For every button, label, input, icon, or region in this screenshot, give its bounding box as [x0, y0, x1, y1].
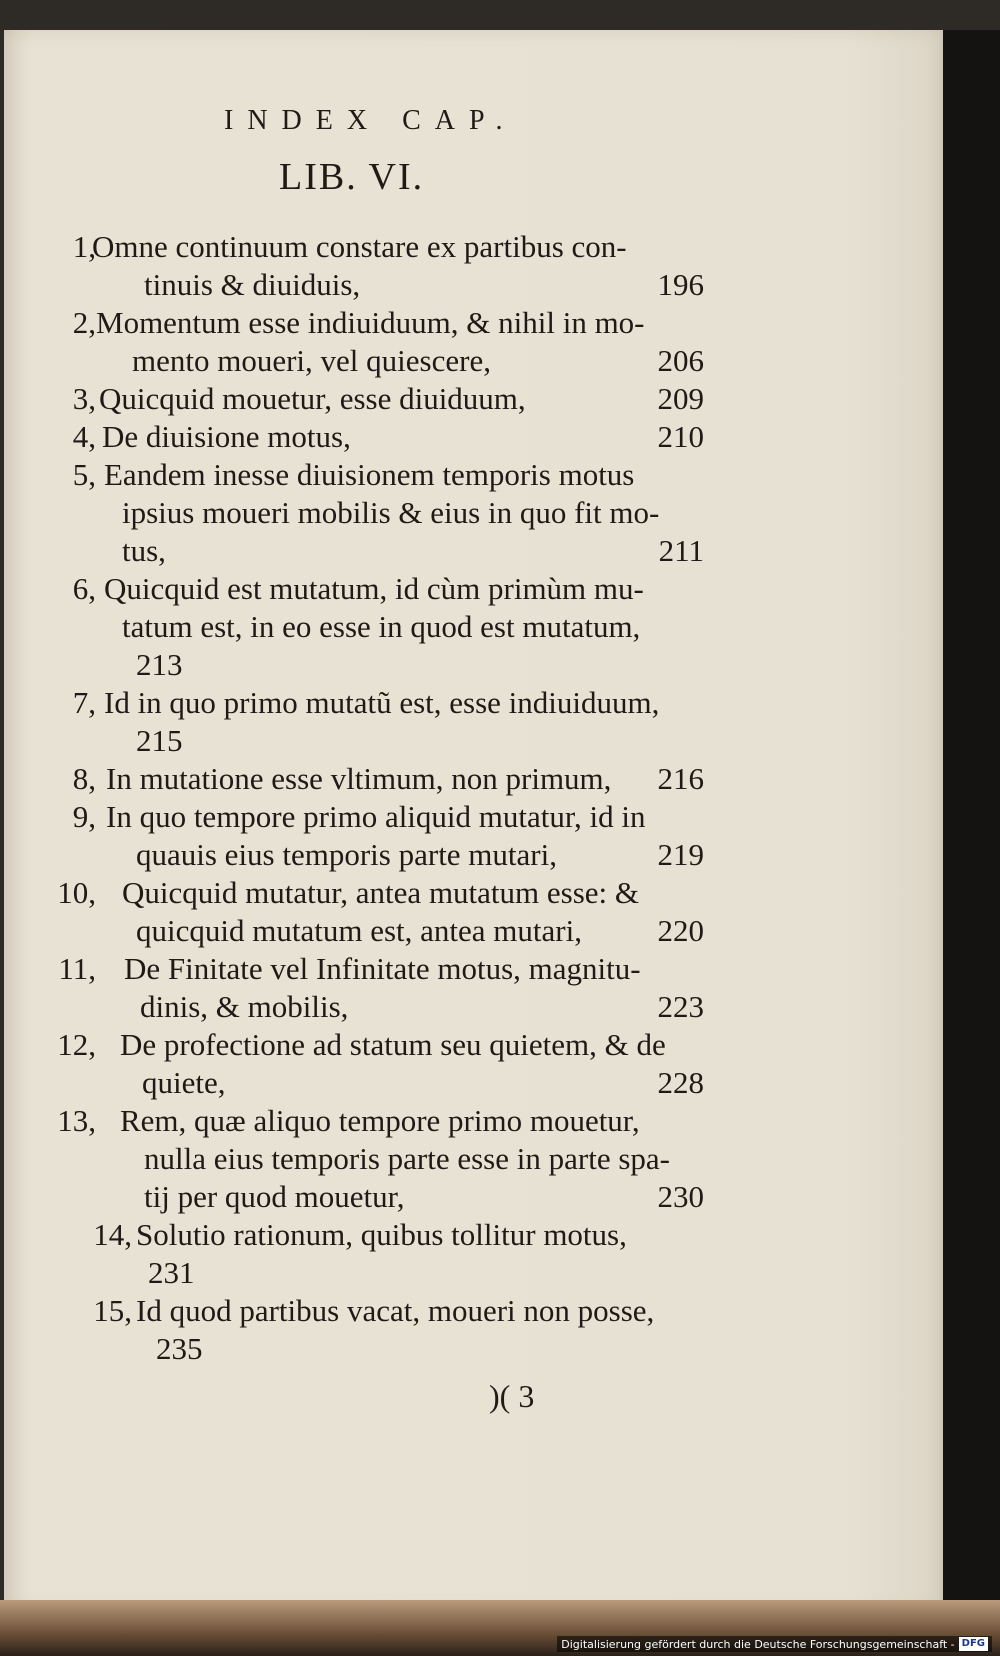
- entry-page: 223: [657, 989, 704, 1024]
- index-line: [44, 1178, 704, 1216]
- entry-number: 2,: [72, 305, 96, 340]
- entry-number: 9,: [72, 799, 96, 834]
- entry-text: quicquid mutatum est, antea mutari,: [136, 913, 582, 948]
- index-line: [44, 836, 704, 874]
- credit-text: Digitalisierung gefördert durch die Deutsche Forschungsgemeinschaft -: [561, 1637, 955, 1651]
- index-line: [44, 266, 704, 304]
- index-line: [44, 304, 704, 342]
- entry-page: 235: [156, 1331, 203, 1366]
- index-line: [44, 608, 704, 646]
- entry-number: 15,: [93, 1293, 132, 1328]
- index-line: [44, 646, 704, 684]
- entry-text: De diuisione motus,: [102, 419, 351, 454]
- entry-text: Eandem inesse diuisionem temporis motus: [104, 457, 635, 492]
- book-heading: LIB. VI.: [279, 156, 425, 198]
- entry-text: nulla eius temporis parte esse in parte spa-: [144, 1141, 670, 1176]
- index-line: [44, 1254, 704, 1292]
- book-page: [4, 30, 943, 1610]
- index-line: [44, 1330, 704, 1368]
- index-line: [44, 912, 704, 950]
- entry-page: 230: [657, 1179, 704, 1214]
- entry-page: 209: [657, 381, 704, 416]
- entry-page: 220: [657, 913, 704, 948]
- entry-text: tinuis & diuiduis,: [144, 267, 361, 302]
- entry-page: 211: [658, 533, 704, 568]
- entry-page: 216: [657, 761, 704, 796]
- digitization-credit: [557, 1636, 992, 1652]
- index-line: [44, 1026, 704, 1064]
- entry-page: 210: [657, 419, 704, 454]
- entry-text: Quicquid est mutatum, id cùm primùm mu-: [104, 571, 644, 606]
- index-line: [44, 950, 704, 988]
- index-line: [44, 874, 704, 912]
- index-line: [44, 760, 704, 798]
- index-line: [44, 570, 704, 608]
- index-line: [44, 228, 704, 266]
- entry-text: tus,: [122, 533, 166, 568]
- index-line: [44, 1140, 704, 1178]
- entry-text: tij per quod mouetur,: [144, 1179, 405, 1214]
- running-title: INDEX CAP.: [224, 105, 517, 136]
- index-line: [44, 342, 704, 380]
- entry-number: 4,: [72, 419, 96, 454]
- index-line: [44, 380, 704, 418]
- index-line: [44, 988, 704, 1026]
- entry-text: ipsius moueri mobilis & eius in quo fit mo-: [122, 495, 660, 530]
- entry-number: 7,: [72, 685, 96, 720]
- entry-number: 13,: [57, 1103, 96, 1138]
- entry-number: 12,: [57, 1027, 96, 1062]
- entry-text: Momentum esse indiuiduum, & nihil in mo-: [96, 305, 645, 340]
- entry-page: 215: [136, 723, 183, 758]
- entry-text: Solutio rationum, quibus tollitur motus,: [136, 1217, 627, 1252]
- index-line: [44, 532, 704, 570]
- entry-text: Id quod partibus vacat, moueri non posse,: [136, 1293, 655, 1328]
- entry-number: 8,: [72, 761, 96, 796]
- index-line: [44, 1064, 704, 1102]
- entry-number: 11,: [58, 951, 96, 986]
- entry-number: 5,: [72, 457, 96, 492]
- index-line: [44, 1102, 704, 1140]
- index-line: [44, 1292, 704, 1330]
- dfg-logo: DFG: [959, 1637, 988, 1651]
- entry-page: 219: [657, 837, 704, 872]
- entry-number: 14,: [93, 1217, 132, 1252]
- entry-text: quiete,: [142, 1065, 226, 1100]
- entry-number: 1,: [72, 229, 96, 264]
- entry-page: 206: [657, 343, 704, 378]
- index-line: [44, 798, 704, 836]
- index-line: [44, 494, 704, 532]
- entry-number: 10,: [57, 875, 96, 910]
- index-line: [44, 418, 704, 456]
- entry-text: Rem, quæ aliquo tempore primo mouetur,: [120, 1103, 640, 1138]
- signature-mark: )( 3: [489, 1378, 535, 1414]
- entry-page: 213: [136, 647, 183, 682]
- entry-text: Id in quo primo mutatũ est, esse indiuiduum,: [104, 685, 660, 720]
- index-line: [44, 684, 704, 722]
- entry-text: quauis eius temporis parte mutari,: [136, 837, 557, 872]
- entry-number: 3,: [72, 381, 96, 416]
- entry-text: In mutatione esse vltimum, non primum,: [106, 761, 612, 796]
- entry-text: Omne continuum constare ex partibus con-: [92, 229, 627, 264]
- page-gutter-shadow: [940, 30, 1000, 1610]
- index-line: [44, 456, 704, 494]
- entry-text: mento moueri, vel quiescere,: [132, 343, 491, 378]
- index-line: [44, 722, 704, 760]
- entry-number: 6,: [72, 571, 96, 606]
- entry-text: De profectione ad statum seu quietem, & de: [120, 1027, 666, 1062]
- chapter-index: [44, 228, 704, 1368]
- entry-text: Quicquid mutatur, antea mutatum esse: &: [122, 875, 640, 910]
- entry-text: Quicquid mouetur, esse diuiduum,: [99, 381, 526, 416]
- entry-page: 228: [657, 1065, 704, 1100]
- entry-text: dinis, & mobilis,: [140, 989, 349, 1024]
- entry-page: 196: [657, 267, 704, 302]
- index-line: [44, 1216, 704, 1254]
- entry-text: In quo tempore primo aliquid mutatur, id in: [106, 799, 646, 834]
- entry-text: De Finitate vel Infinitate motus, magnitu-: [124, 951, 641, 986]
- entry-text: tatum est, in eo esse in quod est mutatum,: [122, 609, 641, 644]
- entry-page: 231: [148, 1255, 195, 1290]
